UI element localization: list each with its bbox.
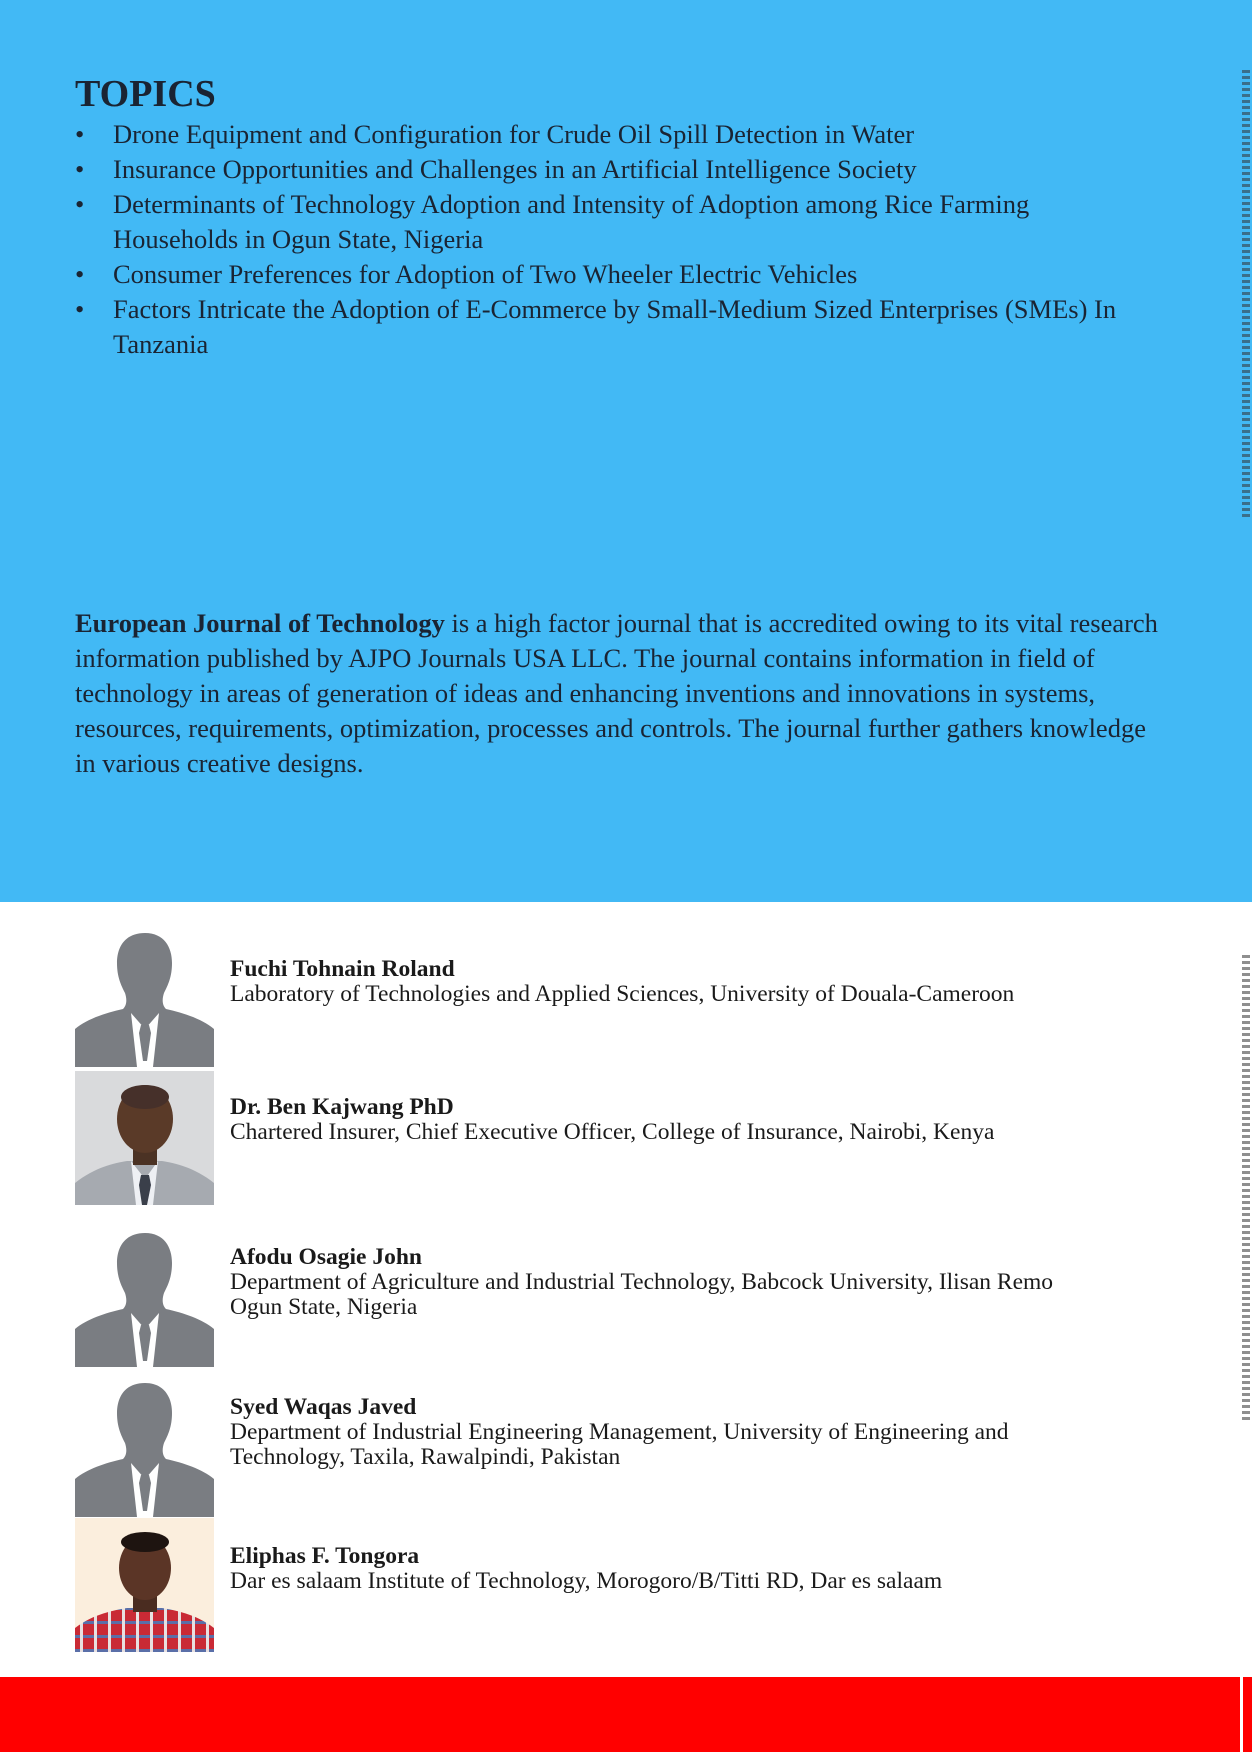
author-info — [230, 1245, 1053, 1320]
vertical-edge-text — [1242, 955, 1250, 1420]
author-affiliation: Department of Agriculture and Industrial Technology, Babcock University, Ilisan Remo — [230, 1269, 1054, 1295]
journal-name: European Journal of Technology — [75, 608, 445, 638]
footer-bar — [0, 1677, 1252, 1752]
author-name: Fuchi Tohnain Roland — [230, 956, 455, 982]
topic-text: Drone Equipment and Configuration for Crude Oil Spill Detection in Water — [113, 119, 915, 149]
author-info — [230, 957, 1014, 1007]
description-text: is a high factor journal that is accredited owing to its vital research information published by AJPO Journals USA LLC. The journal contains information in field of technology in areas of generation of ideas and enhancing inventions and innovations in systems, resources, requirements, optimization, processes and controls. The journal further gathers knowledge in various creative designs. — [75, 608, 1158, 778]
topic-text: Determinants of Technology Adoption and Intensity of Adoption among Rice Farming Households in Ogun State, Nigeria — [113, 189, 1030, 254]
topic-text: Factors Intricate the Adoption of E-Commerce by Small-Medium Sized Enterprises (SMEs) In Tanzania — [113, 294, 1117, 359]
bullet-icon: • — [75, 119, 85, 149]
author-name: Afodu Osagie John — [230, 1244, 422, 1270]
author-name: Eliphas F. Tongora — [230, 1543, 420, 1569]
author-card — [75, 1383, 1175, 1517]
author-card — [75, 1071, 1175, 1205]
topic-item — [75, 117, 1155, 152]
author-affiliation: Technology, Taxila, Rawalpindi, Pakistan — [230, 1444, 621, 1470]
portrait-photo-icon — [75, 1518, 214, 1652]
footer-divider — [1240, 1677, 1243, 1752]
bullet-icon: • — [75, 294, 85, 324]
silhouette-avatar-icon — [75, 1383, 214, 1517]
topic-text: Consumer Preferences for Adoption of Two Wheeler Electric Vehicles — [113, 259, 858, 289]
author-info — [230, 1095, 994, 1145]
author-card — [75, 1518, 1175, 1652]
author-affiliation: Ogun State, Nigeria — [230, 1294, 418, 1320]
author-info — [230, 1544, 942, 1594]
bullet-icon: • — [75, 259, 85, 289]
author-name: Dr. Ben Kajwang PhD — [230, 1094, 454, 1120]
author-affiliation: Laboratory of Technologies and Applied Sciences, University of Douala-Cameroon — [230, 981, 1015, 1007]
topic-text: Insurance Opportunities and Challenges in an Artificial Intelligence Society — [113, 154, 917, 184]
author-name: Syed Waqas Javed — [230, 1394, 417, 1420]
journal-description — [75, 606, 1170, 781]
topics-title: TOPICS — [75, 73, 216, 115]
author-affiliation: Chartered Insurer, Chief Executive Officer, College of Insurance, Nairobi, Kenya — [230, 1119, 995, 1145]
topic-item — [75, 152, 1155, 187]
author-info — [230, 1395, 1009, 1470]
vertical-edge-text — [1242, 70, 1250, 520]
author-affiliation: Dar es salaam Institute of Technology, Morogoro/B/Titti RD, Dar es salaam — [230, 1568, 943, 1594]
silhouette-avatar-icon — [75, 933, 214, 1067]
author-card — [75, 933, 1175, 1067]
silhouette-avatar-icon — [75, 1233, 214, 1367]
topic-item — [75, 292, 1155, 362]
portrait-photo-icon — [75, 1071, 214, 1205]
topic-item — [75, 257, 1155, 292]
author-affiliation: Department of Industrial Engineering Management, University of Engineering and — [230, 1419, 1009, 1445]
topics-list — [75, 117, 1155, 362]
topic-item — [75, 187, 1155, 257]
bullet-icon: • — [75, 189, 85, 219]
author-card — [75, 1233, 1175, 1367]
bullet-icon: • — [75, 154, 85, 184]
